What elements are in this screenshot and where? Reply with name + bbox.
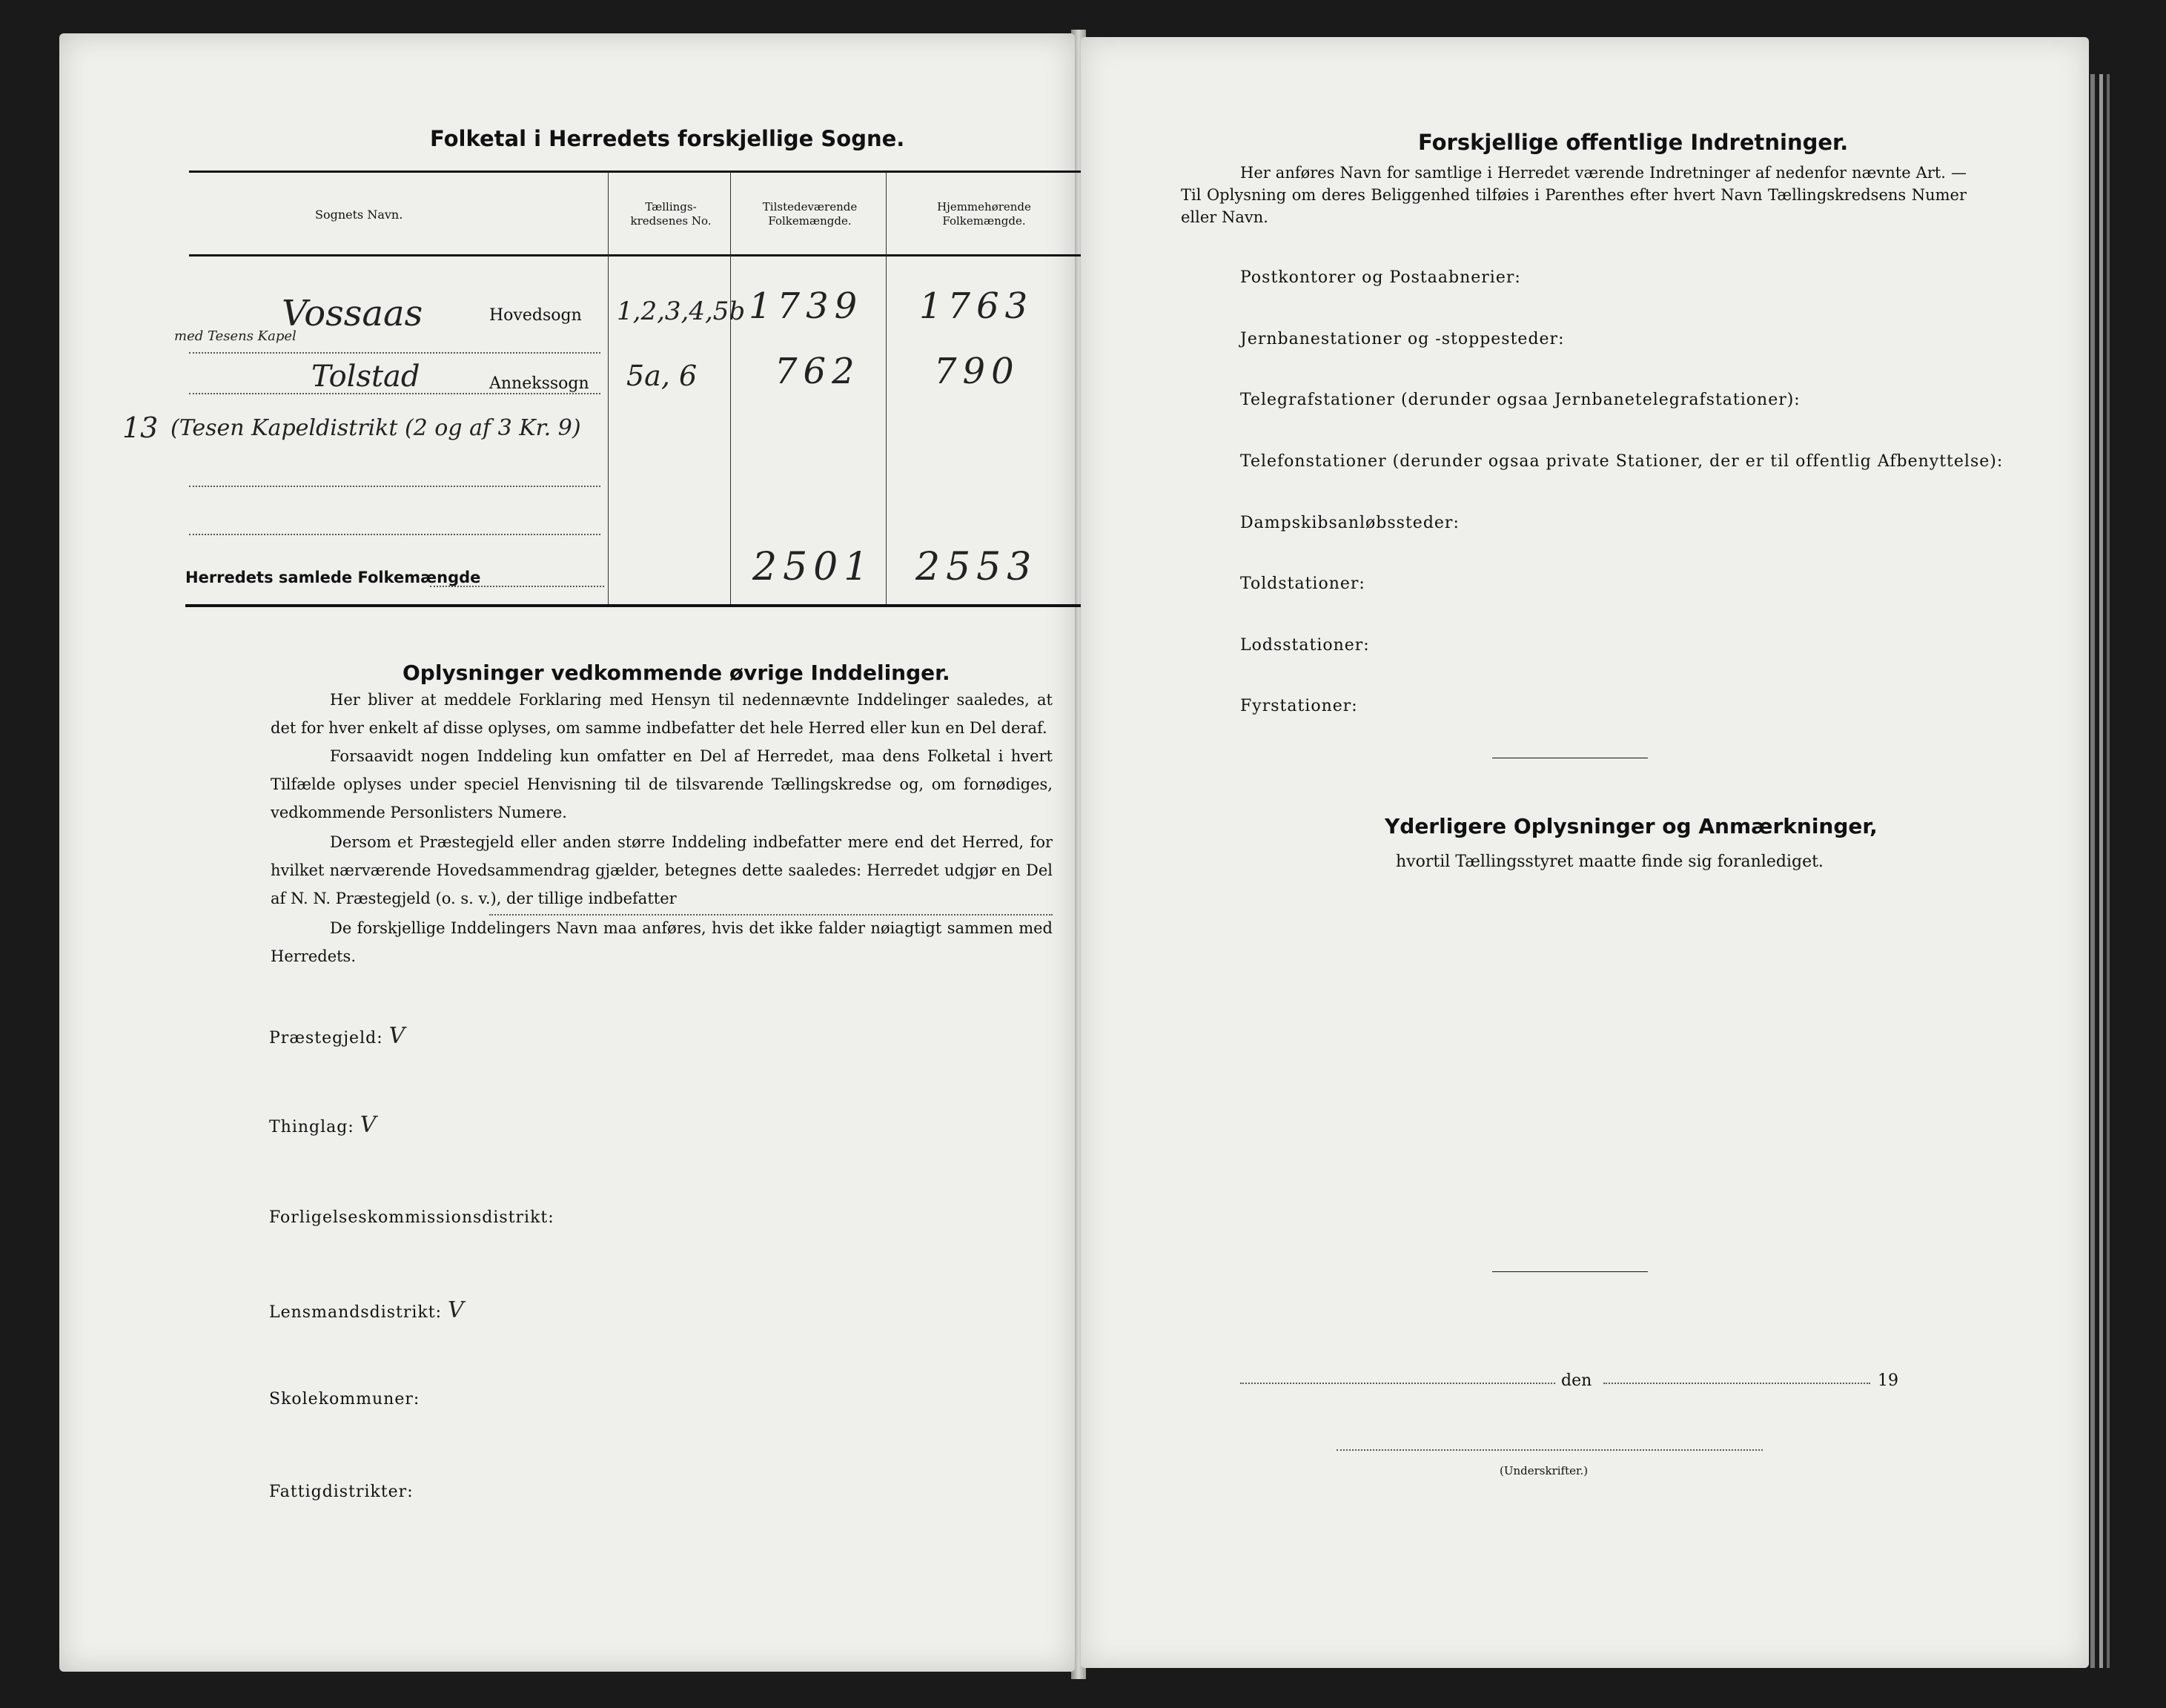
signature-label: (Underskrifter.)	[1500, 1464, 1589, 1477]
header-tilstede: Tilstedeværende Folkemængde.	[762, 200, 858, 228]
row-kreds: 5a, 6	[626, 360, 698, 392]
header-kreds: Tællings- kredsenes No.	[630, 200, 712, 228]
date-rule	[1603, 1383, 1870, 1384]
item-jernbane: Jernbanestationer og -stoppesteder:	[1240, 330, 1565, 348]
row-name: Vossaas	[282, 293, 423, 334]
place-rule	[1240, 1383, 1555, 1384]
row-kind: Annekssogn	[489, 374, 589, 393]
right-title: Forskjellige offentlige Indretninger.	[1418, 130, 1849, 155]
page-edge	[2107, 74, 2110, 1668]
row-tilstede: 1739	[749, 285, 864, 327]
margin-mark: 13	[122, 411, 159, 444]
column-divider	[730, 172, 731, 606]
row-name: Tolstad	[311, 360, 420, 394]
row-rule	[189, 352, 600, 354]
total-rule	[430, 586, 604, 587]
total-hjemme: 2553	[915, 545, 1038, 589]
header-sognets-navn: Sognets Navn.	[315, 208, 403, 222]
column-divider	[608, 172, 609, 606]
item-telefon: Telefonstationer (derunder ogsaa private Stationer, der er til offentlig Afbenyttelse):	[1240, 452, 2004, 471]
field-thinglag: Thinglag: V	[269, 1112, 377, 1138]
item-fyr: Fyrstationer:	[1240, 697, 1358, 715]
den-label: den	[1561, 1371, 1592, 1390]
row-kreds: 1,2,3,4,5b	[617, 297, 746, 326]
table-title: Folketal i Herredets forskjellige Sogne.	[430, 126, 905, 151]
section2-text2: Forsaavidt nogen Inddeling kun omfatter en Del af Herredet, maa dens Folketal i hvert Tilfælde oplyses under speciel Henvisning til de tilsvarende Tællingskredse og, om fornødiges, vedkommende Personlisters Numere.	[271, 747, 1053, 821]
left-page	[59, 33, 1075, 1672]
signature-rule	[1337, 1449, 1763, 1451]
row-rule	[189, 393, 600, 394]
table-bottom-rule	[185, 604, 1082, 607]
section2-text4: De forskjellige Inddelingers Navn maa anføres, hvis det ikke falder nøiagtigt sammen med Herredets.	[271, 919, 1053, 965]
field-skolekommuner: Skolekommuner:	[269, 1390, 420, 1409]
field-praestegjeld: Præstegjeld: V	[269, 1023, 406, 1049]
year-label: 19	[1878, 1371, 1898, 1390]
section2-text3: Dersom et Præstegjeld eller anden større Inddeling indbefatter mere end det Herred, for hvilket nærværende Hovedsammendrag gjælder, betegnes dette saaledes: Herredet udgjør en Del af N. N. Præstegjeld (o. s. v.), der tillige indbefatter	[271, 833, 1053, 907]
table-top-rule	[189, 171, 1082, 173]
row-hjemme: 790	[934, 351, 1020, 392]
total-label: Herredets samlede Folkemængde	[185, 569, 481, 586]
item-telegraf: Telegrafstationer (derunder ogsaa Jernbanetelegrafstationer):	[1240, 391, 1801, 409]
item-told: Toldstationer:	[1240, 575, 1365, 593]
column-divider	[886, 172, 887, 606]
section2-title: Oplysninger vedkommende øvrige Inddelinger.	[403, 661, 950, 685]
row-tilstede: 762	[775, 351, 861, 392]
item-post: Postkontorer og Postaabnerier:	[1240, 268, 1521, 287]
row-note: med Tesens Kapel	[174, 328, 297, 344]
separator	[1492, 1271, 1648, 1272]
field-fattigdistrikter: Fattigdistrikter:	[269, 1483, 414, 1501]
item-lods: Lodsstationer:	[1240, 636, 1370, 655]
right-page	[1081, 37, 2089, 1668]
row-kind: Hovedsogn	[489, 306, 582, 325]
row-rule	[189, 486, 600, 487]
right-title2: Yderligere Oplysninger og Anmærkninger,	[1385, 814, 1878, 838]
field-forligelse: Forligelseskommissionsdistrikt:	[269, 1208, 554, 1227]
field-lensmand: Lensmandsdistrikt: V	[269, 1297, 465, 1323]
right-intro: Her anføres Navn for samtlige i Herredet værende Indretninger af nedenfor nævnte Art. — Til Oplysning om deres Beliggenhed tilføies i Parenthes efter hvert Navn Tællingskredsens Numer eller Navn.	[1181, 164, 1967, 226]
extra-row: (Tesen Kapeldistrikt (2 og af 3 Kr. 9)	[170, 415, 581, 441]
page-edge	[2090, 74, 2095, 1668]
header-rule	[189, 254, 1082, 256]
row-hjemme: 1763	[919, 285, 1034, 327]
row-rule	[189, 534, 600, 535]
right-subtitle2: hvortil Tællingsstyret maatte finde sig foranlediget.	[1396, 853, 1824, 871]
total-tilstede: 2501	[752, 545, 875, 589]
page-edge	[2099, 74, 2103, 1668]
header-hjemme: Hjemmehørende Folkemængde.	[937, 200, 1031, 228]
item-dampskib: Dampskibsanløbssteder:	[1240, 514, 1460, 532]
section2-text: Her bliver at meddele Forklaring med Hensyn til nedennævnte Inddelinger saaledes, at det for hver enkelt af disse oplyses, om samme indbefatter det hele Herred eller kun en Del deraf.	[271, 691, 1053, 737]
